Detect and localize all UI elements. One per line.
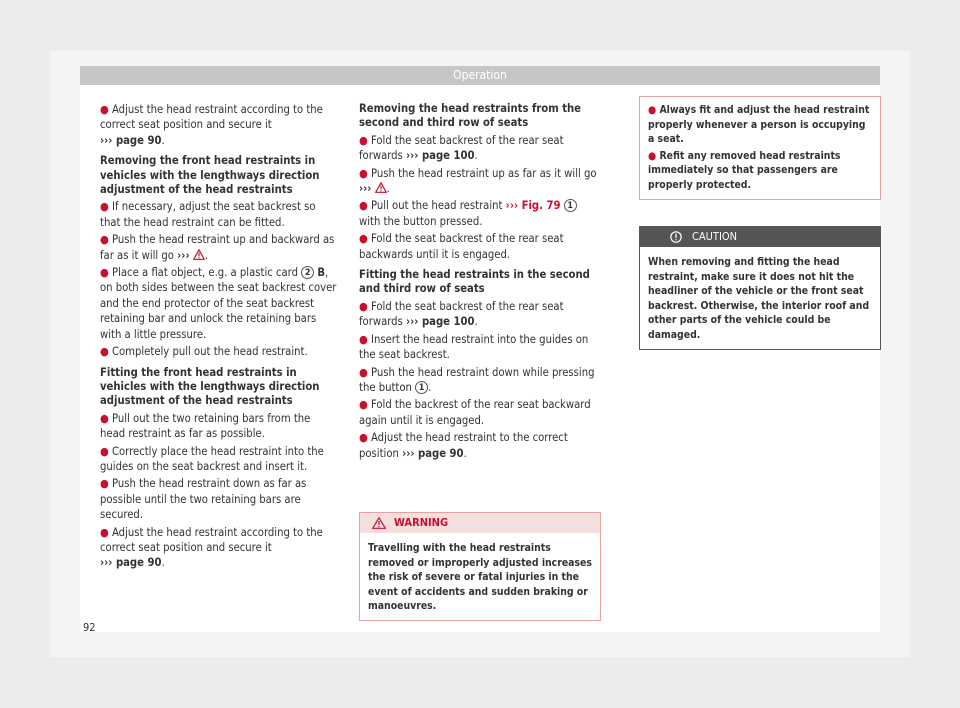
bullet-icon: ● (100, 477, 109, 491)
bullet-icon: ● (359, 365, 368, 379)
list-item: ● Refit any removed head restraints immediately so that passengers are properly protected. (648, 149, 841, 191)
bullet-icon: ● (100, 444, 109, 458)
bullet-icon: ● (359, 133, 368, 147)
page-content (80, 66, 880, 632)
bullet-icon: ● (359, 199, 368, 213)
caution-title: CAUTION (692, 230, 738, 243)
bullet-icon: ● (648, 149, 657, 162)
warning-triangle-icon (372, 517, 386, 529)
warning-link[interactable]: ››› (177, 248, 190, 262)
list-item: ● Insert the head restraint into the guides on the seat backrest. (359, 332, 589, 362)
caution-body: When removing and fitting the head restraint, make sure it does not hit the headliner of the vehicle or the front seat backrest. Otherwise, the interior roof and other parts of the vehicle could be damaged. (648, 256, 870, 341)
list-item: ● Place a flat object, e.g. a plastic card 2 B, on both sides between the seat backrest cover and the end protector of the seat backrest retaining bar and unlock the retaining bars with a little pressure. (100, 266, 337, 341)
page-link[interactable]: ››› page 90 (100, 556, 162, 570)
bullet-icon: ● (100, 525, 109, 539)
warning-triangle-icon (193, 249, 205, 260)
list-item: ● If necessary, adjust the seat backrest so that the head restraint can be fitted. (100, 200, 316, 229)
warning-box (359, 512, 601, 621)
list-item: ● Push the head restraint down while pressing the button 1 . (359, 365, 595, 394)
list-item: ● Adjust the head restraint to the correct position ››› page 90. (359, 431, 568, 460)
section-heading: Removing the head restraints from the second and third row of seats (359, 102, 581, 130)
warning-body: Travelling with the head restraints removed or improperly adjusted increases the risk of severe or fatal injuries in the event of accidents and sudden braking or manoeuvres. (368, 542, 592, 613)
warning-header (360, 513, 600, 533)
bullet-icon: ● (359, 398, 368, 412)
callout-number: 1 (564, 199, 577, 212)
bullet-icon: ● (100, 411, 109, 425)
bullet-icon: ● (359, 332, 368, 346)
warning-triangle-icon (375, 182, 387, 193)
warning-title: WARNING (394, 516, 449, 529)
page (50, 51, 910, 657)
section-heading: Fitting the front head restraints in vehicles with the lengthways direction adjustment of the head restraints (100, 365, 320, 408)
section-heading: Removing the front head restraints in vehicles with the lengthways direction adjustment of the head restraints (100, 154, 320, 197)
bullet-icon: ● (100, 345, 109, 359)
bullet-icon: ● (100, 103, 109, 116)
page-link[interactable]: ››› page 100 (406, 149, 475, 163)
bullet-icon: ● (359, 299, 368, 313)
page-link[interactable]: ››› page 90 (402, 446, 464, 460)
section-header: Operation (80, 66, 880, 85)
list-item: ● Pull out the head restraint ››› Fig. 79 1 with the button pressed. (359, 198, 597, 229)
warning-link[interactable]: ››› (359, 182, 372, 196)
warning-continuation-box (639, 96, 881, 200)
list-item: ● Completely pull out the head restraint. (100, 345, 308, 359)
bullet-icon: ● (100, 266, 109, 280)
bullet-icon: ● (359, 166, 368, 180)
list-item: ● Fold the seat backrest of the rear seat forwards ››› page 100. (359, 133, 564, 163)
bullet-icon: ● (359, 431, 368, 445)
caution-header (640, 227, 880, 247)
caution-circle-icon (670, 231, 682, 243)
bullet-icon: ● (100, 233, 109, 247)
bullet-icon: ● (359, 232, 368, 246)
caution-box (639, 226, 881, 350)
list-item: ● Adjust the head restraint according to the correct seat position and secure it ››› page 90. (100, 525, 323, 570)
list-item: ● Fold the seat backrest of the rear seat backwards until it is engaged. (359, 232, 564, 261)
column-2 (359, 102, 597, 463)
section-heading: Fitting the head restraints in the second and third row of seats (359, 268, 590, 296)
column-1 (100, 102, 338, 573)
callout-number: 1 (415, 381, 428, 394)
page-number: 92 (83, 621, 96, 634)
bullet-icon: ● (100, 200, 109, 214)
page-link[interactable]: ››› page 90 (100, 133, 162, 147)
list-item: ● Always fit and adjust the head restraint properly whenever a person is occupying a seat. (648, 104, 870, 146)
list-item: ● Push the head restraint up and backward as far as it will go ››› . (100, 233, 335, 262)
figure-link[interactable]: ››› Fig. 79 (505, 199, 561, 213)
list-item: ● Push the head restraint down as far as possible until the two retaining bars are secured. (100, 477, 307, 522)
bullet-icon: ● (648, 104, 657, 116)
page-link[interactable]: ››› page 100 (406, 315, 475, 329)
list-item: ● Adjust the head restraint according to the correct seat position and secure it ››› page 90. (100, 103, 323, 147)
callout-number: 2 (301, 266, 314, 279)
list-item: ● Fold the seat backrest of the rear seat forwards ››› page 100. (359, 299, 564, 329)
list-item: ● Fold the backrest of the rear seat backward again until it is engaged. (359, 398, 591, 427)
list-item: ● Push the head restraint up as far as it will go ››› . (359, 166, 597, 196)
list-item: ● Correctly place the head restraint into the guides on the seat backrest and insert it. (100, 444, 324, 473)
list-item: ● Pull out the two retaining bars from the head restraint as far as possible. (100, 411, 311, 441)
